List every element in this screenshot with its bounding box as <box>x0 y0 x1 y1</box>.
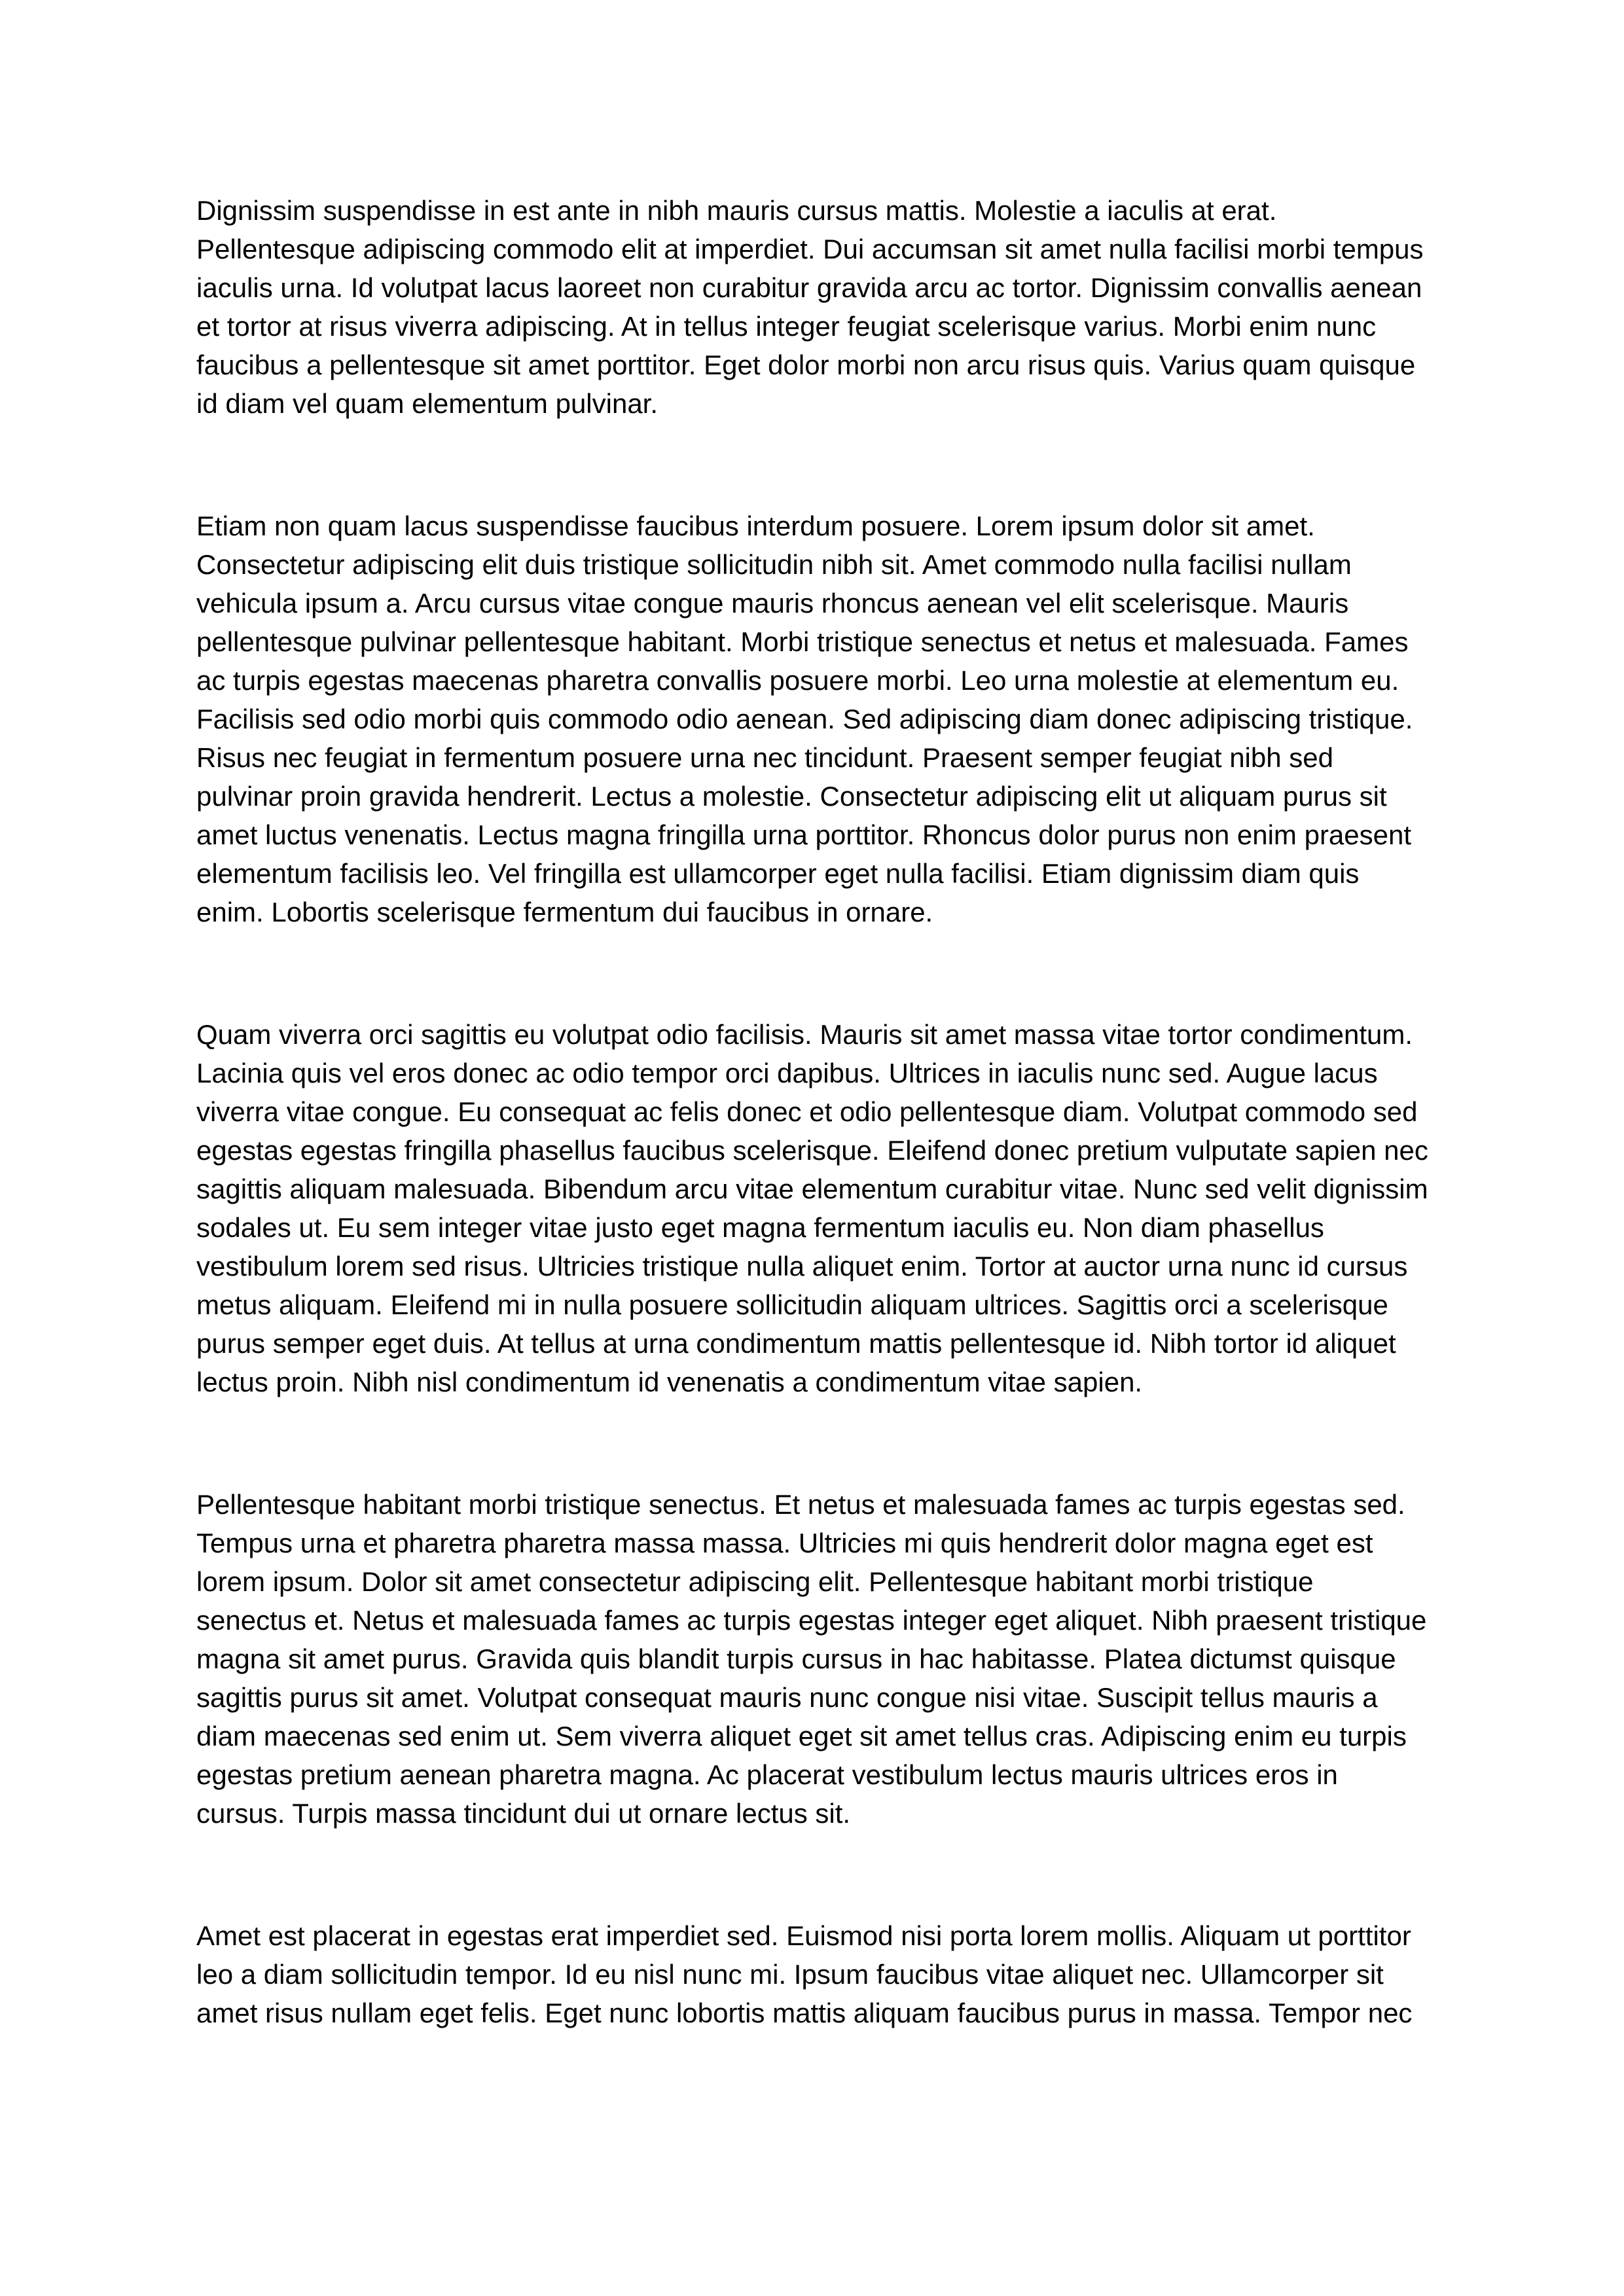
paragraph-3: Quam viverra orci sagittis eu volutpat odio facilisis. Mauris sit amet massa vitae tortor condimentum. Lacinia quis vel eros donec ac odio tempor orci dapibus. Ultrices in iaculis nunc sed. Augue lacus viverra vitae congue. Eu consequat ac felis donec et odio pellentesque diam. Volutpat commodo sed egestas egestas fringilla phasellus faucibus scelerisque. Eleifend donec pretium vulputate sapien nec sagittis aliquam malesuada. Bibendum arcu vitae elementum curabitur vitae. Nunc sed velit dignissim sodales ut. Eu sem integer vitae justo eget magna fermentum iaculis eu. Non diam phasellus vestibulum lorem sed risus. Ultricies tristique nulla aliquet enim. Tortor at auctor urna nunc id cursus metus aliquam. Eleifend mi in nulla posuere sollicitudin aliquam ultrices. Sagittis orci a scelerisque purus semper eget duis. At tellus at urna condimentum mattis pellentesque id. Nibh tortor id aliquet lectus proin. Nibh nisl condimentum id venenatis a condimentum vitae sapien. <box>196 1019 1428 1397</box>
paragraph-1: Dignissim suspendisse in est ante in nibh mauris cursus mattis. Molestie a iaculis at erat. Pellentesque adipiscing commodo elit at imperdiet. Dui accumsan sit amet nulla facilisi morbi tempus iaculis urna. Id volutpat lacus laoreet non curabitur gravida arcu ac tortor. Dignissim convallis aenean et tortor at risus viverra adipiscing. At in tellus integer feugiat scelerisque varius. Morbi enim nunc faucibus a pellentesque sit amet porttitor. Eget dolor morbi non arcu risus quis. Varius quam quisque id diam vel quam elementum pulvinar. <box>196 195 1424 419</box>
text-body <box>196 191 1430 2032</box>
paragraph-4: Pellentesque habitant morbi tristique senectus. Et netus et malesuada fames ac turpis egestas sed. Tempus urna et pharetra pharetra massa massa. Ultricies mi quis hendrerit dolor magna eget est lorem ipsum. Dolor sit amet consectetur adipiscing elit. Pellentesque habitant morbi tristique senectus et. Netus et malesuada fames ac turpis egestas integer eget aliquet. Nibh praesent tristique magna sit amet purus. Gravida quis blandit turpis cursus in hac habitasse. Platea dictumst quisque sagittis purus sit amet. Volutpat consequat mauris nunc congue nisi vitae. Suscipit tellus mauris a diam maecenas sed enim ut. Sem viverra aliquet eget sit amet tellus cras. Adipiscing enim eu turpis egestas pretium aenean pharetra magna. Ac placerat vestibulum lectus mauris ultrices eros in cursus. Turpis massa tincidunt dui ut ornare lectus sit. <box>196 1489 1427 1829</box>
paragraph-2: Etiam non quam lacus suspendisse faucibus interdum posuere. Lorem ipsum dolor sit amet. Consectetur adipiscing elit duis tristique sollicitudin nibh sit. Amet commodo nulla facilisi nullam vehicula ipsum a. Arcu cursus vitae congue mauris rhoncus aenean vel elit scelerisque. Mauris pellentesque pulvinar pellentesque habitant. Morbi tristique senectus et netus et malesuada. Fames ac turpis egestas maecenas pharetra convallis posuere morbi. Leo urna molestie at elementum eu. Facilisis sed odio morbi quis commodo odio aenean. Sed adipiscing diam donec adipiscing tristique. Risus nec feugiat in fermentum posuere urna nec tincidunt. Praesent semper feugiat nibh sed pulvinar proin gravida hendrerit. Lectus a molestie. Consectetur adipiscing elit ut aliquam purus sit amet luctus venenatis. Lectus magna fringilla urna porttitor. Rhoncus dolor purus non enim praesent elementum facilisis leo. Vel fringilla est ullamcorper eget nulla facilisi. Etiam dignissim diam quis enim. Lobortis scelerisque fermentum dui faucibus in ornare. <box>196 511 1413 927</box>
paragraph-5: Amet est placerat in egestas erat imperdiet sed. Euismod nisi porta lorem mollis. Aliquam ut porttitor leo a diam sollicitudin tempor. Id eu nisl nunc mi. Ipsum faucibus vitae aliquet nec. Ullamcorper sit amet risus nullam eget felis. Eget nunc lobortis mattis aliquam faucibus purus in massa. Tempor nec <box>196 1920 1413 2028</box>
